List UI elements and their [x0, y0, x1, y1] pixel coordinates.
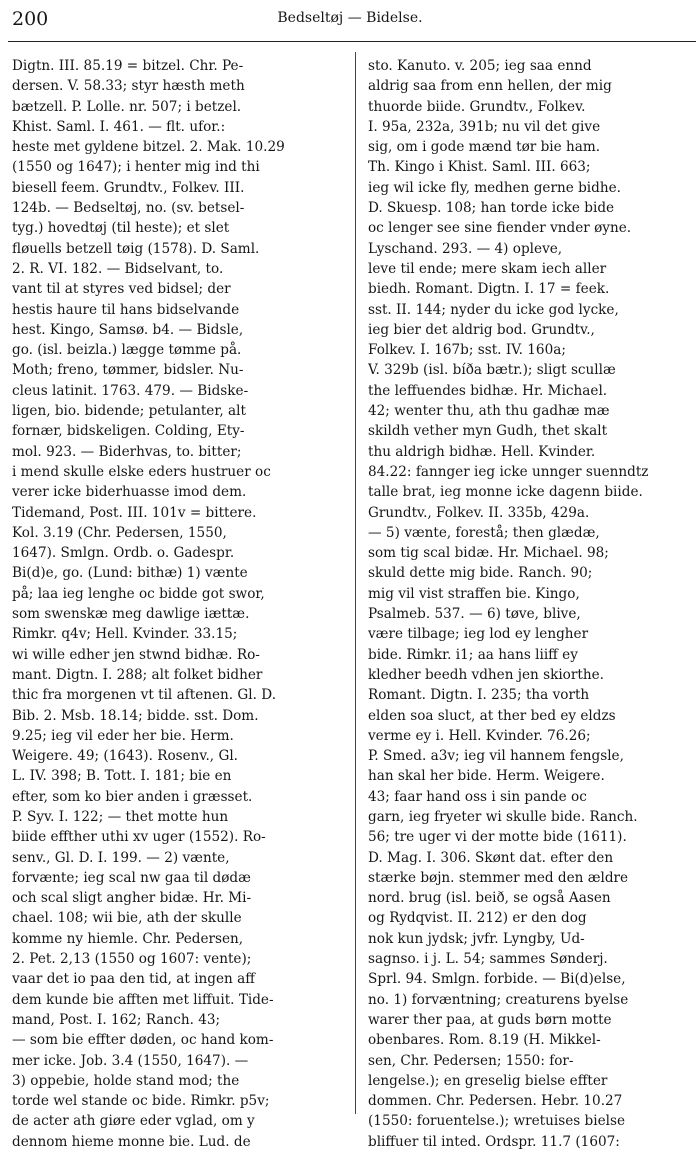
text-line: stærke bøjn. stemmer med den ældre [368, 869, 629, 886]
text-line: fornær, bidskeligen. Colding, Ety- [12, 423, 245, 440]
text-line: chael. 108; wii bie, ath der skulle [12, 910, 242, 927]
text-line: ieg wil icke fly, medhen gerne bidhe. [368, 179, 621, 196]
text-line: mand, Post. I. 162; Ranch. 43; [12, 1011, 221, 1028]
text-line: 2. Pet. 2,13 (1550 og 1607: vente); [12, 951, 252, 968]
text-line: Bib. 2. Msb. 18.14; bidde. sst. Dom. [12, 707, 259, 724]
text-line: sen, Chr. Pedersen; 1550: for- [368, 1052, 574, 1069]
text-line: warer ther paa, at guds børn motte [368, 1011, 612, 1028]
text-line: garn, ieg fryeter wi skulle bide. Ranch. [368, 808, 638, 825]
text-line: leve til ende; mere skam iech aller [368, 260, 607, 277]
text-line: torde wel stande oc bide. Rimkr. p5v; [12, 1093, 270, 1110]
text-line: dommen. Chr. Pedersen. Hebr. 10.27 [368, 1093, 623, 1110]
text-line: Psalmeb. 537. — 6) tøve, blive, [368, 606, 581, 623]
text-line: hest. Kingo, Samsø. b4. — Bidsle, [12, 321, 244, 338]
text-line: L. IV. 398; B. Tott. I. 181; bie en [12, 768, 232, 785]
text-line: 1647). Smlgn. Ordb. o. Gadespr. [12, 545, 235, 562]
text-line: skuld dette mig bide. Ranch. 90; [368, 565, 593, 582]
text-line: 42; wenter thu, ath thu gadhæ mæ [368, 403, 610, 420]
text-line: nok kun jydsk; jvfr. Lyngby, Ud- [368, 930, 585, 947]
text-line: Th. Kingo i Khist. Saml. III. 663; [368, 159, 591, 176]
text-line: och scal sligt angher bidæ. Hr. Mi- [12, 890, 252, 907]
text-line: senv., Gl. D. I. 199. — 2) vænte, [12, 849, 230, 866]
right-column [368, 56, 696, 1152]
text-line: fløuells betzell tøig (1578). D. Saml. [12, 240, 260, 257]
text-line: (1550: foruentelse.); wretuises bielse [368, 1113, 625, 1130]
text-line: forvænte; ieg scal nw gaa til dødæ [12, 869, 251, 886]
text-line: wi wille edher jen stwnd bidhæ. Ro- [12, 646, 260, 663]
text-line: P. Smed. a3v; ieg vil hannem fengsle, [368, 748, 624, 765]
text-line: V. 329b (isl. bíða bætr.); sligt scullæ [368, 362, 616, 379]
text-line: tyg.) hovedtøj (til heste); et slet [12, 220, 230, 237]
text-line: ieg bier det aldrig bod. Grundtv., [368, 321, 595, 338]
text-line: Lyschand. 293. — 4) opleve, [368, 240, 563, 257]
text-line: obenbares. Rom. 8.19 (H. Mikkel- [368, 1032, 601, 1049]
text-line: thu aldrigh bidhæ. Hell. Kvinder. [368, 443, 596, 460]
text-line: være tilbage; ieg lod ey lengher [368, 626, 589, 643]
text-line: på; laa ieg lenghe oc bidde got swor, [12, 585, 265, 602]
text-line: sig, om i gode mænd tør bie ham. [368, 139, 601, 156]
header-rule [8, 41, 696, 42]
text-line: bætzell. P. Lolle. nr. 507; i betzel. [12, 98, 242, 115]
text-line: bide. Rimkr. i1; aa hans liiff ey [368, 646, 578, 663]
text-line: I. 95a, 232a, 391b; nu vil det give [368, 118, 601, 135]
text-line: vant til at styres ved bidsel; der [12, 281, 231, 298]
text-line: the leffuendes bidhæ. Hr. Michael. [368, 382, 608, 399]
text-line: biesell feem. Grundtv., Folkev. III. [12, 179, 245, 196]
text-line: Tidemand, Post. III. 101v = bittere. [12, 504, 257, 521]
text-line: lengelse.); en greselig bielse effter [368, 1072, 608, 1089]
text-line: skildh vether myn Gudh, thet skalt [368, 423, 608, 440]
text-line: 124b. — Bedseltøj, no. (sv. betsel- [12, 200, 245, 217]
text-line: heste met gyldene bitzel. 2. Mak. 10.29 [12, 139, 285, 156]
text-line: Bi(d)e, go. (Lund: bithæ) 1) vænte [12, 565, 248, 582]
text-line: komme ny hiemle. Chr. Pedersen, [12, 930, 244, 947]
text-line: dem kunde bie afften met liffuit. Tide- [12, 991, 274, 1008]
text-line: 3) oppebie, holde stand mod; the [12, 1072, 240, 1089]
text-line: biide effther uthi xv uger (1552). Ro- [12, 829, 266, 846]
text-line: Weigere. 49; (1643). Rosenv., Gl. [12, 748, 238, 765]
column-divider [355, 52, 356, 1114]
running-head: Bedseltøj — Bidelse. [277, 10, 423, 26]
text-line: P. Syv. I. 122; — thet motte hun [12, 808, 229, 825]
text-line: vaar det io paa den tid, at ingen aff [12, 971, 255, 988]
text-line: dersen. V. 58.33; styr hæsth meth [12, 78, 245, 95]
text-line: som tig scal bidæ. Hr. Michael. 98; [368, 545, 609, 562]
text-line: bliffuer til inted. Ordspr. 11.7 (1607: [368, 1133, 620, 1150]
text-line: D. Mag. I. 306. Skønt dat. efter den [368, 849, 614, 866]
text-line: D. Skuesp. 108; han torde icke bide [368, 200, 615, 217]
text-line: sagnso. i j. L. 54; sammes Sønderj. [368, 951, 608, 968]
text-line: go. (isl. beizla.) lægge tømme på. [12, 342, 242, 359]
text-line: 2. R. VI. 182. — Bidselvant, to. [12, 260, 224, 277]
text-line: mant. Digtn. I. 288; alt folket bidher [12, 666, 263, 683]
text-line: 43; faar hand oss i sin pande oc [368, 788, 587, 805]
text-line: thuorde biide. Grundtv., Folkev. [368, 98, 586, 115]
text-line: Khist. Saml. I. 461. — flt. ufor.: [12, 118, 226, 135]
text-line: (1550 og 1647); i henter mig ind thi [12, 159, 260, 176]
left-column [12, 56, 346, 1152]
text-line: kledher beedh vdhen jen skiorthe. [368, 666, 604, 683]
text-line: talle brat, ieg monne icke dagenn biide. [368, 484, 643, 501]
text-line: 56; tre uger vi der motte bide (1611). [368, 829, 627, 846]
text-line: Digtn. III. 85.19 = bitzel. Chr. Pe- [12, 58, 244, 74]
text-line: Moth; freno, tømmer, bidsler. Nu- [12, 362, 244, 379]
text-line: 9.25; ieg vil eder her bie. Herm. [12, 727, 234, 744]
text-line: sto. Kanuto. v. 205; ieg saa ennd [368, 58, 592, 74]
text-line: verer icke biderhuasse imod dem. [12, 484, 247, 501]
text-line: aldrig saa from enn hellen, der mig [368, 78, 612, 95]
page-header [0, 0, 700, 40]
text-line: hestis haure til hans bidselvande [12, 301, 240, 318]
page-number: 200 [12, 8, 49, 30]
text-line: biedh. Romant. Digtn. I. 17 = feek. [368, 281, 610, 298]
text-line: Sprl. 94. Smlgn. forbide. — Bi(d)else, [368, 971, 626, 988]
text-line: 84.22: fannger ieg icke unnger suenndtz [368, 463, 649, 480]
text-line: elden soa sluct, at ther bed ey eldzs [368, 707, 616, 724]
text-line: oc lenger see sine fiender vnder øyne. [368, 220, 632, 237]
text-line: dennom hieme monne bie. Lud. de [12, 1133, 251, 1150]
text-line: mig vil vist straffen bie. Kingo, [368, 585, 580, 602]
text-line: Folkev. I. 167b; sst. IV. 160a; [368, 342, 566, 359]
text-line: efter, som ko bier anden i græsset. [12, 788, 253, 805]
text-line: de acter ath giøre eder vglad, om y [12, 1113, 255, 1130]
text-line: han skal her bide. Herm. Weigere. [368, 768, 605, 785]
text-line: Grundtv., Folkev. II. 335b, 429a. [368, 504, 590, 521]
text-line: og Rydqvist. II. 212) er den dog [368, 910, 587, 927]
text-line: Romant. Digtn. I. 235; tha vorth [368, 687, 590, 704]
text-line: verme ey i. Hell. Kvinder. 76.26; [368, 727, 591, 744]
text-line: i mend skulle elske eders hustruer oc [12, 463, 271, 480]
text-line: Rimkr. q4v; Hell. Kvinder. 33.15; [12, 626, 238, 643]
text-line: sst. II. 144; nyder du icke god lycke, [368, 301, 619, 318]
text-line: mol. 923. — Biderhvas, to. bitter; [12, 443, 242, 460]
text-line: — 5) vænte, forestå; then glædæ, [368, 524, 600, 541]
text-line: thic fra morgenen vt til aftenen. Gl. D. [12, 687, 277, 704]
text-line: no. 1) forvæntning; creaturens byelse [368, 991, 629, 1008]
text-line: mer icke. Job. 3.4 (1550, 1647). — [12, 1052, 249, 1069]
text-line: ligen, bio. bidende; petulanter, alt [12, 403, 246, 420]
text-line: Kol. 3.19 (Chr. Pedersen, 1550, [12, 524, 227, 541]
text-line: cleus latinit. 1763. 479. — Bidske- [12, 382, 249, 399]
text-line: nord. brug (isl. beið, se også Aasen [368, 890, 611, 907]
text-line: som swenskæ meg dawlige iættæ. [12, 606, 250, 623]
text-line: — som bie effter døden, oc hand kom- [12, 1032, 274, 1049]
